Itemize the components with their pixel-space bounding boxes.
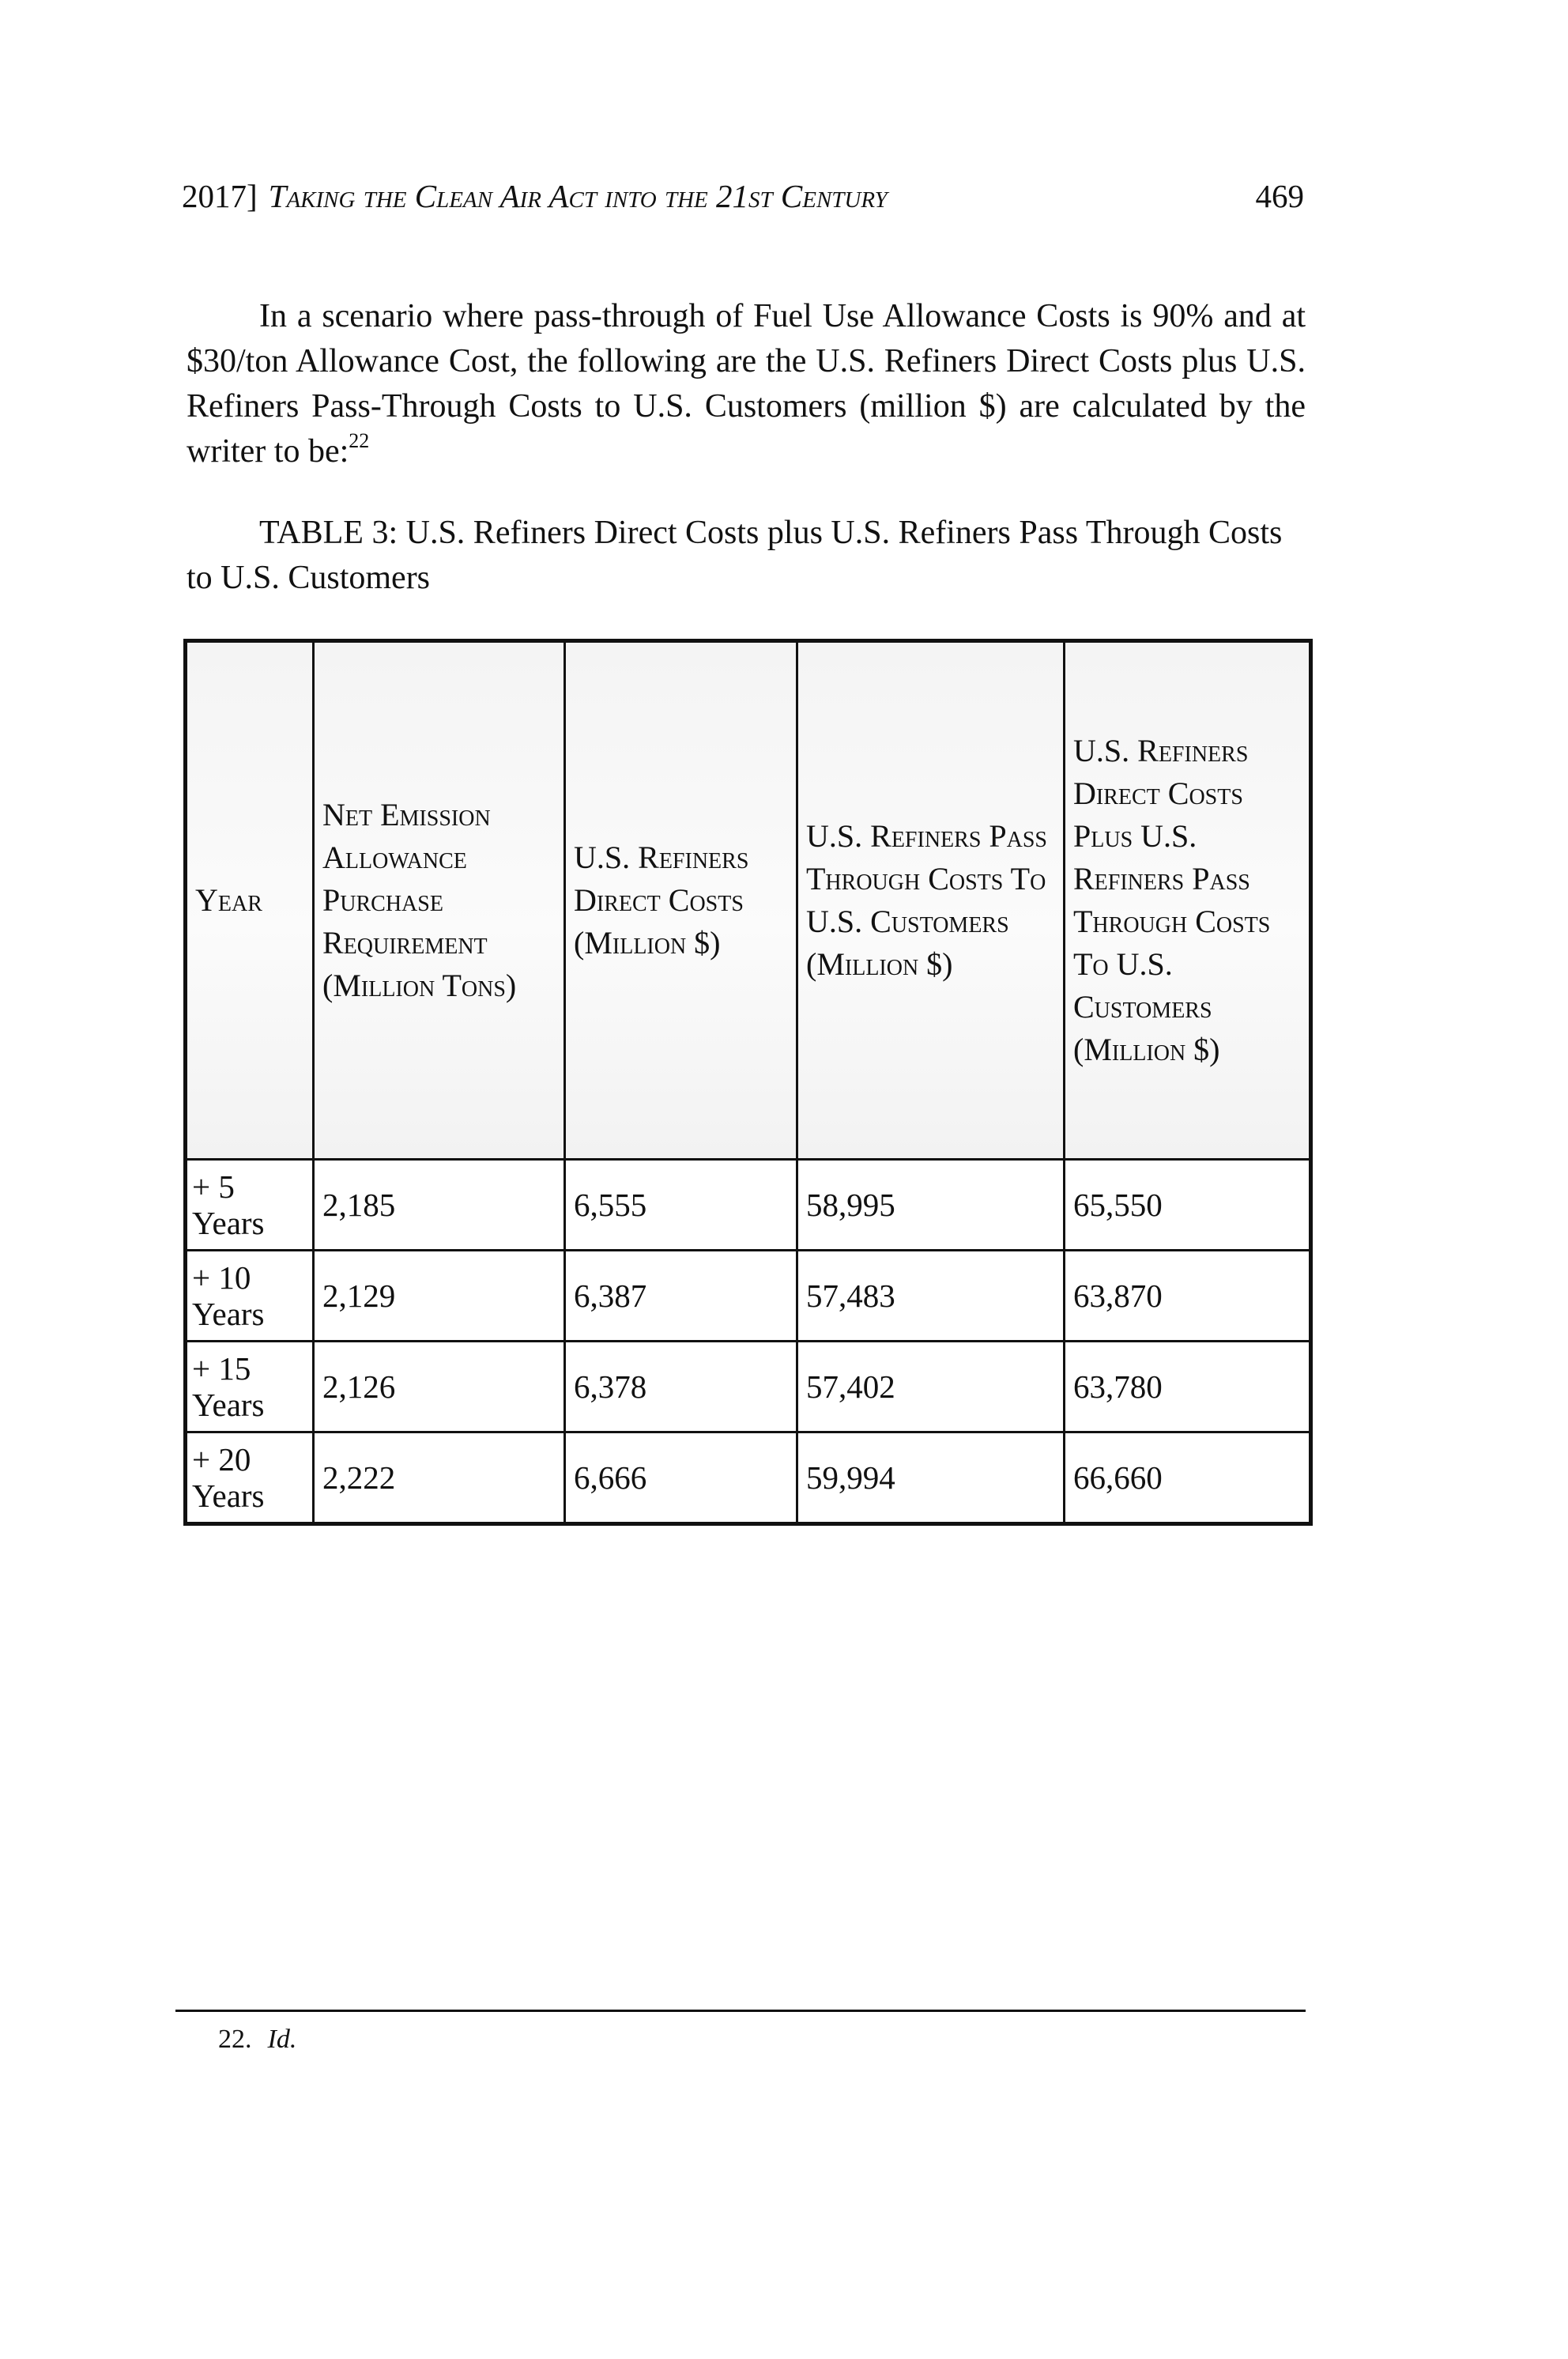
cell-year: + 10 Years [186,1251,314,1342]
cell-year: + 15 Years [186,1342,314,1432]
cell-direct-costs: 6,378 [565,1342,797,1432]
cell-net-emission: 2,185 [314,1160,565,1251]
table-row [186,1160,1311,1251]
page-header [182,172,1304,220]
volume-year: 2017] [182,178,258,214]
cell-pass-through-costs: 58,995 [797,1160,1065,1251]
column-header-net-emission: Net Emission Allowance Purchase Requirement (Million Tons) [314,641,565,1160]
cell-direct-costs: 6,666 [565,1432,797,1524]
cell-total-costs: 63,870 [1065,1251,1311,1342]
cell-year: + 5 Years [186,1160,314,1251]
cell-total-costs: 63,780 [1065,1342,1311,1432]
footnote-reference[interactable]: 22 [349,429,370,452]
cell-total-costs: 66,660 [1065,1432,1311,1524]
cell-net-emission: 2,126 [314,1342,565,1432]
cell-pass-through-costs: 57,402 [797,1342,1065,1432]
cell-net-emission: 2,129 [314,1251,565,1342]
cell-direct-costs: 6,387 [565,1251,797,1342]
cell-year: + 20 Years [186,1432,314,1524]
column-header-pass-through-costs: U.S. Refiners Pass Through Costs To U.S. Customers (Million $) [797,641,1065,1160]
data-table [183,639,1313,1526]
column-header-direct-costs: U.S. Refiners Direct Costs (Million $) [565,641,797,1160]
cell-net-emission: 2,222 [314,1432,565,1524]
column-header-total-costs: U.S. Refiners Direct Costs Plus U.S. Refiners Pass Through Costs To U.S. Customers (Million $) [1065,641,1311,1160]
table-header-row [186,641,1311,1160]
cell-pass-through-costs: 57,483 [797,1251,1065,1342]
footnote-divider [175,2010,1306,2012]
intro-text: In a scenario where pass-through of Fuel Use Allowance Costs is 90% and at $30/ton Allowance Cost, the following are the U.S. Refiners Direct Costs plus U.S. Refiners Pass-Through Costs to U.S. Customers (million $) are calculated by the writer to be: [187,298,1306,470]
header-left [182,172,888,220]
running-title: Taking the Clean Air Act into the 21st Century [268,178,888,214]
table-row [186,1432,1311,1524]
table-row [186,1251,1311,1342]
cell-total-costs: 65,550 [1065,1160,1311,1251]
cell-pass-through-costs: 59,994 [797,1432,1065,1524]
intro-paragraph [187,294,1306,474]
cell-direct-costs: 6,555 [565,1160,797,1251]
page-number: 469 [1255,178,1304,214]
footnote-text: Id. [267,2025,297,2054]
footnote-number: 22. [218,2025,252,2054]
table-row [186,1342,1311,1432]
column-header-year: Year [186,641,314,1160]
table-caption: TABLE 3: U.S. Refiners Direct Costs plus U.S. Refiners Pass Through Costs to U.S. Customers [187,515,1283,596]
footnote-22 [218,2022,296,2057]
